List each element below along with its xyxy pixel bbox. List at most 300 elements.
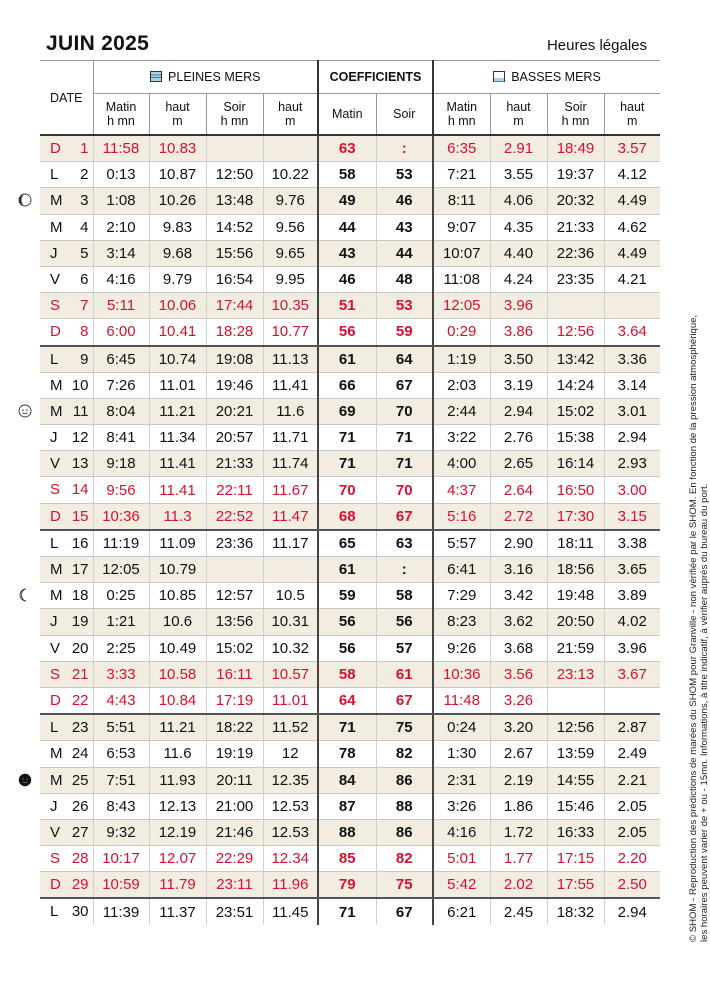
date-cell xyxy=(40,557,93,583)
cell-pm2: 13:56 xyxy=(206,609,263,635)
table-row xyxy=(40,293,660,319)
cell-ph2: 11.52 xyxy=(263,714,318,741)
cell-bh1: 4.06 xyxy=(490,188,547,214)
day-number: 7 xyxy=(80,297,89,315)
cell-bh1: 4.24 xyxy=(490,266,547,292)
table-row xyxy=(40,451,660,477)
cell-bm2: 16:50 xyxy=(547,477,604,503)
cell-bm2: 18:49 xyxy=(547,135,604,162)
table-row xyxy=(40,898,660,924)
cell-ph2: 11.45 xyxy=(263,898,318,924)
pleines-mers-header xyxy=(93,61,318,94)
day-number: 9 xyxy=(80,350,89,368)
date-cell xyxy=(40,319,93,346)
cell-bh2: 3.96 xyxy=(604,635,660,661)
cell-bm1: 2:31 xyxy=(433,767,490,793)
day-letter: J xyxy=(50,244,58,262)
moon-last-quarter-icon xyxy=(18,588,32,602)
cell-ph2: 11.47 xyxy=(263,503,318,530)
cell-ph1: 10.41 xyxy=(149,319,206,346)
day-number: 13 xyxy=(71,455,89,473)
cell-bm2: 13:59 xyxy=(547,741,604,767)
day-letter: L xyxy=(50,903,59,921)
cell-ph2 xyxy=(263,557,318,583)
day-number: 1 xyxy=(80,140,89,157)
cell-bh1: 2.45 xyxy=(490,898,547,924)
cell-bh2: 2.05 xyxy=(604,793,660,819)
date-cell xyxy=(40,346,93,373)
table-row xyxy=(40,372,660,398)
moon-first-quarter-icon xyxy=(18,193,32,207)
cell-bh1: 3.16 xyxy=(490,557,547,583)
cell-bm2: 23:35 xyxy=(547,266,604,292)
date-cell xyxy=(40,425,93,451)
cell-c1: 71 xyxy=(318,898,376,924)
cell-bh1: 2.02 xyxy=(490,872,547,899)
cell-bm1: 5:01 xyxy=(433,846,490,872)
bm-haut2-header: haut m xyxy=(604,94,660,136)
cell-pm1: 10:59 xyxy=(93,872,149,899)
cell-c2: : xyxy=(376,135,433,162)
cell-bh2: 4.49 xyxy=(604,240,660,266)
cell-pm2 xyxy=(206,557,263,583)
cell-pm2: 22:29 xyxy=(206,846,263,872)
cell-bm1: 8:23 xyxy=(433,609,490,635)
cell-pm1: 9:18 xyxy=(93,451,149,477)
cell-ph1: 12.07 xyxy=(149,846,206,872)
date-cell xyxy=(40,714,93,741)
cell-c1: 70 xyxy=(318,477,376,503)
cell-pm1: 11:58 xyxy=(93,135,149,162)
cell-bh2: 3.01 xyxy=(604,398,660,424)
cell-bm2: 23:13 xyxy=(547,661,604,687)
cell-bh1: 4.40 xyxy=(490,240,547,266)
cell-ph2: 10.35 xyxy=(263,293,318,319)
cell-bm2: 16:14 xyxy=(547,451,604,477)
cell-c2: 44 xyxy=(376,240,433,266)
day-letter: S xyxy=(50,481,61,499)
cell-c2: 53 xyxy=(376,162,433,188)
date-cell xyxy=(40,451,93,477)
date-cell xyxy=(40,240,93,266)
cell-bm1: 2:03 xyxy=(433,372,490,398)
cell-ph2: 11.74 xyxy=(263,451,318,477)
cell-pm2: 22:11 xyxy=(206,477,263,503)
pm-soir-header: Soir h mn xyxy=(206,94,263,136)
cell-ph1: 12.13 xyxy=(149,793,206,819)
cell-bm1: 11:08 xyxy=(433,266,490,292)
cell-c2: 70 xyxy=(376,398,433,424)
day-number: 12 xyxy=(71,429,89,447)
cell-bm1: 5:57 xyxy=(433,530,490,557)
pm-haut1-header: haut m xyxy=(149,94,206,136)
cell-c2: : xyxy=(376,557,433,583)
cell-pm1: 1:21 xyxy=(93,609,149,635)
day-letter: V xyxy=(50,639,61,657)
day-number: 8 xyxy=(80,323,89,341)
cell-pm2: 21:46 xyxy=(206,819,263,845)
cell-bh1: 3.86 xyxy=(490,319,547,346)
cell-bh1: 2.91 xyxy=(490,135,547,162)
cell-pm1: 8:41 xyxy=(93,425,149,451)
cell-ph2 xyxy=(263,135,318,162)
copyright-line-1: © SHOM - Reproduction des prédictions de marées du SHOM pour Granville - non vérifiée par le SHOM. En fonction de la pression atmosphérique, xyxy=(688,314,699,942)
cell-bh1: 3.56 xyxy=(490,661,547,687)
table-row xyxy=(40,714,660,741)
copyright-note xyxy=(688,315,710,942)
cell-bm1: 4:00 xyxy=(433,451,490,477)
bm-haut1-header: haut m xyxy=(490,94,547,136)
cell-c1: 71 xyxy=(318,714,376,741)
basses-mers-header xyxy=(433,61,660,94)
day-letter: D xyxy=(50,140,61,157)
cell-bm1: 6:21 xyxy=(433,898,490,924)
cell-pm2: 21:33 xyxy=(206,451,263,477)
table-row xyxy=(40,398,660,424)
pm-matin-header: Matin h mn xyxy=(93,94,149,136)
cell-c1: 87 xyxy=(318,793,376,819)
cell-bm2: 13:42 xyxy=(547,346,604,373)
day-letter: V xyxy=(50,270,61,288)
date-cell xyxy=(40,372,93,398)
cell-pm2: 23:36 xyxy=(206,530,263,557)
table-row xyxy=(40,530,660,557)
cell-bm1: 0:29 xyxy=(433,319,490,346)
cell-bh1: 3.26 xyxy=(490,687,547,714)
cell-pm1: 10:36 xyxy=(93,503,149,530)
date-cell xyxy=(40,214,93,240)
table-row xyxy=(40,557,660,583)
date-cell xyxy=(40,793,93,819)
cell-ph1: 11.6 xyxy=(149,741,206,767)
cell-bm1: 9:07 xyxy=(433,214,490,240)
cell-pm1: 3:33 xyxy=(93,661,149,687)
cell-ph1: 11.34 xyxy=(149,425,206,451)
cell-bm1: 5:16 xyxy=(433,503,490,530)
day-number: 18 xyxy=(71,587,89,605)
cell-ph2: 12.53 xyxy=(263,819,318,845)
cell-bm2: 17:30 xyxy=(547,503,604,530)
table-row xyxy=(40,214,660,240)
table-row xyxy=(40,872,660,899)
cell-pm2: 15:56 xyxy=(206,240,263,266)
day-number: 15 xyxy=(71,507,89,525)
cell-c1: 85 xyxy=(318,846,376,872)
cell-bm2: 19:48 xyxy=(547,583,604,609)
table-row xyxy=(40,346,660,373)
cell-ph1: 9.83 xyxy=(149,214,206,240)
cell-bh2: 2.05 xyxy=(604,819,660,845)
cell-bh1: 3.62 xyxy=(490,609,547,635)
cell-bm2: 18:11 xyxy=(547,530,604,557)
cell-c1: 78 xyxy=(318,741,376,767)
day-letter: M xyxy=(50,218,63,236)
table-row xyxy=(40,793,660,819)
cell-bm1: 6:35 xyxy=(433,135,490,162)
cell-ph1: 10.87 xyxy=(149,162,206,188)
cell-c1: 61 xyxy=(318,346,376,373)
cell-pm2: 23:11 xyxy=(206,872,263,899)
cell-pm1: 12:05 xyxy=(93,557,149,583)
cell-ph1: 10.58 xyxy=(149,661,206,687)
cell-ph1: 11.3 xyxy=(149,503,206,530)
cell-pm1: 11:39 xyxy=(93,898,149,924)
cell-bh1: 3.50 xyxy=(490,346,547,373)
day-letter: D xyxy=(50,507,61,525)
cell-bm1: 10:36 xyxy=(433,661,490,687)
cell-c2: 63 xyxy=(376,530,433,557)
cell-pm1: 8:43 xyxy=(93,793,149,819)
cell-c1: 49 xyxy=(318,188,376,214)
cell-bm2: 12:56 xyxy=(547,319,604,346)
cell-pm1: 10:17 xyxy=(93,846,149,872)
cell-c1: 46 xyxy=(318,266,376,292)
cell-bh2: 2.93 xyxy=(604,451,660,477)
date-cell xyxy=(40,609,93,635)
cell-bh2: 2.20 xyxy=(604,846,660,872)
date-cell xyxy=(40,503,93,530)
cell-c1: 66 xyxy=(318,372,376,398)
day-letter: D xyxy=(50,691,61,709)
cell-ph2: 12 xyxy=(263,741,318,767)
day-letter: J xyxy=(50,613,58,631)
day-letter: J xyxy=(50,429,58,447)
cell-bh2: 3.65 xyxy=(604,557,660,583)
cell-bh1: 2.19 xyxy=(490,767,547,793)
day-number: 23 xyxy=(71,719,89,737)
date-cell xyxy=(40,162,93,188)
cell-c2: 70 xyxy=(376,477,433,503)
cell-bm1: 2:44 xyxy=(433,398,490,424)
cell-ph2: 9.56 xyxy=(263,214,318,240)
cell-bm1: 3:26 xyxy=(433,793,490,819)
cell-bm2: 15:02 xyxy=(547,398,604,424)
cell-c2: 53 xyxy=(376,293,433,319)
cell-pm1: 9:32 xyxy=(93,819,149,845)
cell-bm2: 16:33 xyxy=(547,819,604,845)
cell-c1: 88 xyxy=(318,819,376,845)
cell-bh1: 3.68 xyxy=(490,635,547,661)
day-number: 21 xyxy=(71,665,89,683)
date-cell xyxy=(40,767,93,793)
cell-c2: 59 xyxy=(376,319,433,346)
day-letter: M xyxy=(50,561,63,578)
cell-c1: 68 xyxy=(318,503,376,530)
cell-c2: 75 xyxy=(376,872,433,899)
cell-c2: 57 xyxy=(376,635,433,661)
cell-pm2: 18:28 xyxy=(206,319,263,346)
cell-c1: 71 xyxy=(318,451,376,477)
cell-bh2 xyxy=(604,293,660,319)
cell-ph1: 10.84 xyxy=(149,687,206,714)
cell-pm1: 1:08 xyxy=(93,188,149,214)
cell-pm2: 23:51 xyxy=(206,898,263,924)
table-row xyxy=(40,687,660,714)
cell-ph1: 9.68 xyxy=(149,240,206,266)
cell-ph2: 11.71 xyxy=(263,425,318,451)
cell-bm2: 19:37 xyxy=(547,162,604,188)
cell-ph2: 11.6 xyxy=(263,398,318,424)
day-number: 10 xyxy=(71,376,89,394)
table-row xyxy=(40,135,660,162)
day-number: 28 xyxy=(71,850,89,868)
cell-ph1: 11.37 xyxy=(149,898,206,924)
table-row xyxy=(40,240,660,266)
day-number: 16 xyxy=(71,534,89,552)
cell-bh2: 2.94 xyxy=(604,425,660,451)
cell-bm2: 18:32 xyxy=(547,898,604,924)
day-letter: L xyxy=(50,350,59,368)
day-number: 26 xyxy=(71,797,89,815)
cell-bm1: 10:07 xyxy=(433,240,490,266)
cell-bh2: 3.38 xyxy=(604,530,660,557)
cell-bh1: 4.35 xyxy=(490,214,547,240)
cell-ph1: 11.21 xyxy=(149,398,206,424)
day-number: 2 xyxy=(80,166,89,184)
day-letter: D xyxy=(50,323,61,341)
cell-bm1: 8:11 xyxy=(433,188,490,214)
cell-ph2: 10.77 xyxy=(263,319,318,346)
cell-pm1: 6:53 xyxy=(93,741,149,767)
cell-bh2: 4.12 xyxy=(604,162,660,188)
cell-bh1: 3.19 xyxy=(490,372,547,398)
cell-bh1: 2.94 xyxy=(490,398,547,424)
cell-pm1: 6:45 xyxy=(93,346,149,373)
table-row xyxy=(40,188,660,214)
cell-c1: 71 xyxy=(318,425,376,451)
cell-pm1: 5:51 xyxy=(93,714,149,741)
cell-c2: 75 xyxy=(376,714,433,741)
cell-pm2: 21:00 xyxy=(206,793,263,819)
cell-bh2: 3.57 xyxy=(604,135,660,162)
cell-pm2: 14:52 xyxy=(206,214,263,240)
cell-ph1: 11.09 xyxy=(149,530,206,557)
cell-bm2 xyxy=(547,293,604,319)
low-tide-icon xyxy=(493,71,505,82)
cell-c1: 69 xyxy=(318,398,376,424)
cell-ph1: 11.01 xyxy=(149,372,206,398)
cell-pm1: 11:19 xyxy=(93,530,149,557)
moon-new-icon xyxy=(18,773,32,787)
table-row xyxy=(40,635,660,661)
date-cell xyxy=(40,188,93,214)
cell-ph1: 10.85 xyxy=(149,583,206,609)
table-row xyxy=(40,609,660,635)
cell-c2: 86 xyxy=(376,767,433,793)
pm-haut2-header: haut m xyxy=(263,94,318,136)
pleines-mers-label: PLEINES MERS xyxy=(168,70,261,84)
cell-bh2: 3.67 xyxy=(604,661,660,687)
cell-c2: 86 xyxy=(376,819,433,845)
cell-ph1: 10.83 xyxy=(149,135,206,162)
cell-ph1: 10.79 xyxy=(149,557,206,583)
cell-ph1: 11.41 xyxy=(149,451,206,477)
day-letter: L xyxy=(50,719,59,737)
day-number: 25 xyxy=(71,771,89,789)
cell-ph1: 9.79 xyxy=(149,266,206,292)
cell-bh2: 3.14 xyxy=(604,372,660,398)
cell-bm1: 0:24 xyxy=(433,714,490,741)
table-row xyxy=(40,819,660,845)
day-letter: S xyxy=(50,850,61,868)
cell-ph2: 11.96 xyxy=(263,872,318,899)
date-cell xyxy=(40,872,93,899)
date-cell xyxy=(40,898,93,924)
day-number: 29 xyxy=(71,876,89,894)
cell-pm2: 16:54 xyxy=(206,266,263,292)
cell-ph1: 10.26 xyxy=(149,188,206,214)
cell-bm2: 21:33 xyxy=(547,214,604,240)
cell-c1: 56 xyxy=(318,609,376,635)
cell-ph2: 11.17 xyxy=(263,530,318,557)
cell-pm2: 16:11 xyxy=(206,661,263,687)
cell-pm1: 6:00 xyxy=(93,319,149,346)
date-cell xyxy=(40,819,93,845)
cell-c1: 59 xyxy=(318,583,376,609)
date-header: DATE xyxy=(40,61,93,136)
cell-pm1: 0:13 xyxy=(93,162,149,188)
cell-ph2: 11.01 xyxy=(263,687,318,714)
cell-c2: 67 xyxy=(376,898,433,924)
cell-pm2: 20:11 xyxy=(206,767,263,793)
day-letter: J xyxy=(50,797,58,815)
basses-mers-label: BASSES MERS xyxy=(511,70,601,84)
cell-c1: 61 xyxy=(318,557,376,583)
cell-pm2: 15:02 xyxy=(206,635,263,661)
cell-ph2: 10.32 xyxy=(263,635,318,661)
date-cell xyxy=(40,687,93,714)
cell-ph2: 9.76 xyxy=(263,188,318,214)
tide-table xyxy=(40,60,660,925)
cell-bh2: 2.50 xyxy=(604,872,660,899)
cell-bm2: 14:24 xyxy=(547,372,604,398)
cell-ph1: 11.21 xyxy=(149,714,206,741)
cell-c2: 82 xyxy=(376,846,433,872)
cell-bh2: 2.87 xyxy=(604,714,660,741)
day-letter: V xyxy=(50,823,61,841)
coef-soir-header: Soir xyxy=(376,94,433,136)
day-letter: S xyxy=(50,297,61,315)
day-letter: L xyxy=(50,166,59,184)
coefficients-header: COEFFICIENTS xyxy=(318,61,433,94)
cell-c1: 64 xyxy=(318,687,376,714)
day-number: 30 xyxy=(71,903,89,921)
cell-bh2: 3.89 xyxy=(604,583,660,609)
cell-bh2: 2.21 xyxy=(604,767,660,793)
day-letter: M xyxy=(50,192,63,210)
cell-pm1: 0:25 xyxy=(93,583,149,609)
cell-pm1: 2:25 xyxy=(93,635,149,661)
cell-c2: 61 xyxy=(376,661,433,687)
cell-bh2: 4.62 xyxy=(604,214,660,240)
cell-ph1: 11.79 xyxy=(149,872,206,899)
day-number: 22 xyxy=(71,691,89,709)
cell-bh1: 2.90 xyxy=(490,530,547,557)
cell-c1: 58 xyxy=(318,162,376,188)
cell-pm2: 13:48 xyxy=(206,188,263,214)
bm-matin-header: Matin h mn xyxy=(433,94,490,136)
cell-bh1: 3.96 xyxy=(490,293,547,319)
cell-bm2: 14:55 xyxy=(547,767,604,793)
cell-bm2: 22:36 xyxy=(547,240,604,266)
cell-c2: 71 xyxy=(376,451,433,477)
cell-c1: 44 xyxy=(318,214,376,240)
date-cell xyxy=(40,477,93,503)
moon-full-icon xyxy=(18,404,32,418)
day-letter: M xyxy=(50,402,63,420)
cell-ph1: 10.6 xyxy=(149,609,206,635)
cell-pm2: 17:44 xyxy=(206,293,263,319)
